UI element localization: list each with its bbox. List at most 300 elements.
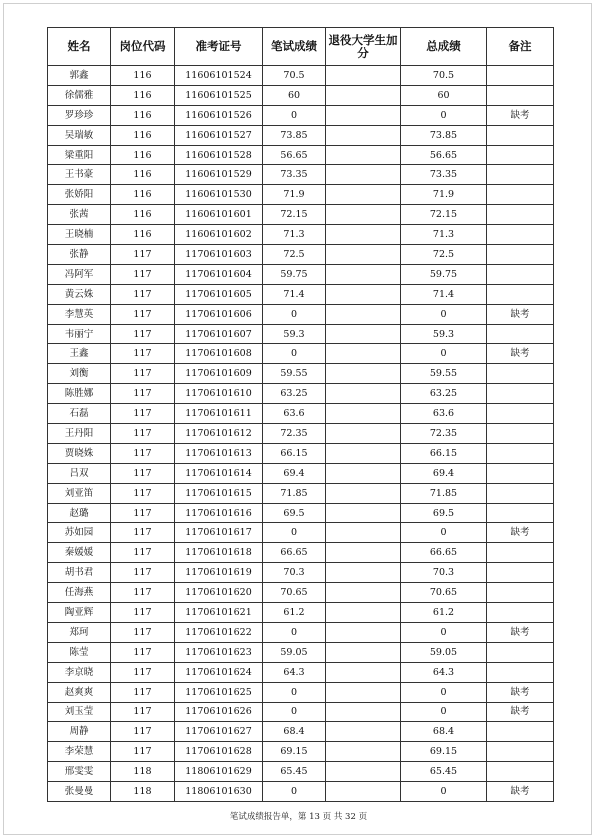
cell-exam-number: 11706101620: [175, 583, 263, 603]
cell-exam-number: 11606101528: [175, 145, 263, 165]
cell-position-code: 116: [111, 205, 175, 225]
cell-exam-number: 11706101619: [175, 563, 263, 583]
cell-name: 陶亚辉: [48, 603, 111, 623]
cell-position-code: 117: [111, 523, 175, 543]
cell-remarks: [487, 642, 554, 662]
cell-name: 苏如园: [48, 523, 111, 543]
cell-exam-number: 11606101525: [175, 85, 263, 105]
header-remarks: 备注: [487, 28, 554, 66]
table-row: [48, 404, 554, 424]
table-row: [48, 205, 554, 225]
cell-name: 秦媛媛: [48, 543, 111, 563]
table-row: [48, 384, 554, 404]
cell-position-code: 116: [111, 165, 175, 185]
cell-veteran-bonus: [326, 85, 401, 105]
cell-total-score: 0: [401, 523, 487, 543]
cell-remarks: [487, 762, 554, 782]
cell-exam-number: 11806101630: [175, 782, 263, 802]
cell-remarks: [487, 503, 554, 523]
cell-total-score: 69.5: [401, 503, 487, 523]
cell-exam-number: 11706101621: [175, 603, 263, 623]
table-header: [48, 28, 554, 66]
cell-remarks: [487, 543, 554, 563]
cell-remarks: 缺考: [487, 782, 554, 802]
cell-position-code: 117: [111, 384, 175, 404]
cell-total-score: 70.5: [401, 66, 487, 86]
cell-name: 石磊: [48, 404, 111, 424]
cell-remarks: [487, 722, 554, 742]
cell-remarks: [487, 324, 554, 344]
table-row: [48, 543, 554, 563]
cell-veteran-bonus: [326, 125, 401, 145]
cell-veteran-bonus: [326, 165, 401, 185]
cell-exam-number: 11706101624: [175, 662, 263, 682]
cell-name: 刘亚笛: [48, 483, 111, 503]
table-row: [48, 284, 554, 304]
cell-total-score: 70.65: [401, 583, 487, 603]
cell-written-score: 59.55: [263, 364, 326, 384]
cell-written-score: 0: [263, 622, 326, 642]
cell-veteran-bonus: [326, 483, 401, 503]
header-position-code: 岗位代码: [111, 28, 175, 66]
cell-position-code: 117: [111, 245, 175, 265]
cell-exam-number: 11606101530: [175, 185, 263, 205]
cell-name: 韦丽宁: [48, 324, 111, 344]
cell-total-score: 72.15: [401, 205, 487, 225]
table-row: [48, 225, 554, 245]
cell-veteran-bonus: [326, 66, 401, 86]
cell-exam-number: 11706101612: [175, 424, 263, 444]
header-name: 姓名: [48, 28, 111, 66]
cell-remarks: 缺考: [487, 702, 554, 722]
cell-exam-number: 11706101606: [175, 304, 263, 324]
cell-written-score: 70.5: [263, 66, 326, 86]
cell-exam-number: 11706101628: [175, 742, 263, 762]
cell-total-score: 59.75: [401, 264, 487, 284]
cell-written-score: 71.3: [263, 225, 326, 245]
cell-exam-number: 11706101609: [175, 364, 263, 384]
cell-total-score: 71.3: [401, 225, 487, 245]
cell-position-code: 117: [111, 284, 175, 304]
cell-written-score: 65.45: [263, 762, 326, 782]
cell-position-code: 118: [111, 782, 175, 802]
table-row: [48, 185, 554, 205]
cell-exam-number: 11606101526: [175, 105, 263, 125]
table-row: [48, 105, 554, 125]
cell-remarks: [487, 85, 554, 105]
cell-position-code: 117: [111, 264, 175, 284]
cell-written-score: 0: [263, 682, 326, 702]
cell-veteran-bonus: [326, 662, 401, 682]
cell-position-code: 117: [111, 563, 175, 583]
cell-total-score: 66.15: [401, 443, 487, 463]
cell-veteran-bonus: [326, 563, 401, 583]
cell-remarks: [487, 583, 554, 603]
cell-exam-number: 11706101607: [175, 324, 263, 344]
cell-veteran-bonus: [326, 762, 401, 782]
cell-exam-number: 11706101613: [175, 443, 263, 463]
table-row: [48, 304, 554, 324]
cell-total-score: 71.9: [401, 185, 487, 205]
cell-written-score: 0: [263, 523, 326, 543]
cell-position-code: 117: [111, 682, 175, 702]
cell-exam-number: 11706101604: [175, 264, 263, 284]
cell-veteran-bonus: [326, 702, 401, 722]
cell-veteran-bonus: [326, 324, 401, 344]
cell-written-score: 0: [263, 304, 326, 324]
cell-name: 赵爽爽: [48, 682, 111, 702]
cell-exam-number: 11606101602: [175, 225, 263, 245]
cell-written-score: 73.35: [263, 165, 326, 185]
cell-total-score: 71.85: [401, 483, 487, 503]
cell-written-score: 72.35: [263, 424, 326, 444]
cell-veteran-bonus: [326, 503, 401, 523]
cell-written-score: 60: [263, 85, 326, 105]
cell-veteran-bonus: [326, 742, 401, 762]
cell-position-code: 116: [111, 185, 175, 205]
cell-veteran-bonus: [326, 225, 401, 245]
cell-name: 刘衡: [48, 364, 111, 384]
cell-name: 胡书君: [48, 563, 111, 583]
table-row: [48, 145, 554, 165]
cell-total-score: 0: [401, 105, 487, 125]
table-row: [48, 483, 554, 503]
cell-remarks: [487, 264, 554, 284]
cell-remarks: [487, 205, 554, 225]
cell-remarks: [487, 424, 554, 444]
cell-exam-number: 11706101605: [175, 284, 263, 304]
cell-position-code: 117: [111, 583, 175, 603]
cell-written-score: 69.5: [263, 503, 326, 523]
table-row: [48, 85, 554, 105]
cell-veteran-bonus: [326, 424, 401, 444]
cell-remarks: [487, 742, 554, 762]
cell-written-score: 0: [263, 105, 326, 125]
cell-written-score: 73.85: [263, 125, 326, 145]
table-row: [48, 682, 554, 702]
cell-position-code: 117: [111, 483, 175, 503]
cell-name: 吴瑞敏: [48, 125, 111, 145]
cell-exam-number: 11706101608: [175, 344, 263, 364]
cell-position-code: 116: [111, 145, 175, 165]
cell-veteran-bonus: [326, 284, 401, 304]
table-row: [48, 245, 554, 265]
cell-name: 梁重阳: [48, 145, 111, 165]
cell-veteran-bonus: [326, 404, 401, 424]
cell-name: 王丹阳: [48, 424, 111, 444]
cell-exam-number: 11706101614: [175, 463, 263, 483]
cell-name: 王晓楠: [48, 225, 111, 245]
cell-remarks: [487, 563, 554, 583]
cell-total-score: 63.25: [401, 384, 487, 404]
cell-remarks: [487, 125, 554, 145]
cell-position-code: 117: [111, 404, 175, 424]
cell-remarks: 缺考: [487, 344, 554, 364]
header-veteran-bonus: 退役大学生加分: [326, 28, 401, 66]
table-row: [48, 324, 554, 344]
cell-exam-number: 11706101617: [175, 523, 263, 543]
cell-position-code: 116: [111, 125, 175, 145]
cell-name: 吕双: [48, 463, 111, 483]
cell-name: 邢雯雯: [48, 762, 111, 782]
page-footer: 笔试成绩报告单，第 13 页 共 32 页: [229, 812, 368, 822]
cell-total-score: 69.4: [401, 463, 487, 483]
cell-name: 李慧英: [48, 304, 111, 324]
cell-written-score: 59.05: [263, 642, 326, 662]
cell-position-code: 118: [111, 762, 175, 782]
cell-remarks: [487, 66, 554, 86]
cell-name: 李京晓: [48, 662, 111, 682]
cell-exam-number: 11606101524: [175, 66, 263, 86]
table-row: [48, 742, 554, 762]
cell-remarks: [487, 364, 554, 384]
cell-total-score: 68.4: [401, 722, 487, 742]
cell-remarks: [487, 603, 554, 623]
table-row: [48, 264, 554, 284]
cell-exam-number: 11706101611: [175, 404, 263, 424]
cell-veteran-bonus: [326, 364, 401, 384]
cell-total-score: 73.85: [401, 125, 487, 145]
cell-written-score: 0: [263, 344, 326, 364]
cell-total-score: 72.5: [401, 245, 487, 265]
cell-total-score: 69.15: [401, 742, 487, 762]
cell-position-code: 117: [111, 742, 175, 762]
cell-exam-number: 11806101629: [175, 762, 263, 782]
table-row: [48, 443, 554, 463]
cell-exam-number: 11706101622: [175, 622, 263, 642]
cell-total-score: 66.65: [401, 543, 487, 563]
cell-veteran-bonus: [326, 523, 401, 543]
table-row: [48, 125, 554, 145]
cell-written-score: 0: [263, 782, 326, 802]
table-body: [48, 66, 554, 802]
table-row: [48, 563, 554, 583]
cell-total-score: 59.3: [401, 324, 487, 344]
cell-exam-number: 11706101625: [175, 682, 263, 702]
cell-veteran-bonus: [326, 384, 401, 404]
cell-written-score: 69.15: [263, 742, 326, 762]
cell-remarks: [487, 145, 554, 165]
header-written-score: 笔试成绩: [263, 28, 326, 66]
cell-position-code: 117: [111, 543, 175, 563]
table-row: [48, 722, 554, 742]
cell-remarks: 缺考: [487, 523, 554, 543]
cell-veteran-bonus: [326, 205, 401, 225]
table-row: [48, 344, 554, 364]
cell-total-score: 0: [401, 782, 487, 802]
table-row: [48, 762, 554, 782]
header-exam-number: 准考证号: [175, 28, 263, 66]
cell-exam-number: 11606101527: [175, 125, 263, 145]
table-row: [48, 463, 554, 483]
cell-remarks: 缺考: [487, 304, 554, 324]
cell-veteran-bonus: [326, 264, 401, 284]
cell-total-score: 56.65: [401, 145, 487, 165]
cell-position-code: 117: [111, 603, 175, 623]
cell-total-score: 71.4: [401, 284, 487, 304]
cell-total-score: 0: [401, 682, 487, 702]
cell-written-score: 61.2: [263, 603, 326, 623]
cell-total-score: 65.45: [401, 762, 487, 782]
cell-written-score: 72.5: [263, 245, 326, 265]
cell-name: 陈莹: [48, 642, 111, 662]
cell-total-score: 73.35: [401, 165, 487, 185]
cell-name: 李荣慧: [48, 742, 111, 762]
cell-position-code: 117: [111, 443, 175, 463]
cell-veteran-bonus: [326, 722, 401, 742]
cell-exam-number: 11706101627: [175, 722, 263, 742]
table-row: [48, 782, 554, 802]
cell-total-score: 63.6: [401, 404, 487, 424]
cell-written-score: 71.85: [263, 483, 326, 503]
cell-veteran-bonus: [326, 245, 401, 265]
cell-name: 刘玉莹: [48, 702, 111, 722]
cell-exam-number: 11706101626: [175, 702, 263, 722]
cell-remarks: [487, 443, 554, 463]
cell-veteran-bonus: [326, 443, 401, 463]
cell-exam-number: 11706101610: [175, 384, 263, 404]
cell-veteran-bonus: [326, 304, 401, 324]
cell-name: 郭鑫: [48, 66, 111, 86]
cell-position-code: 117: [111, 642, 175, 662]
cell-veteran-bonus: [326, 642, 401, 662]
cell-veteran-bonus: [326, 344, 401, 364]
table-row: [48, 364, 554, 384]
header-row: [48, 28, 554, 66]
table-row: [48, 165, 554, 185]
cell-veteran-bonus: [326, 145, 401, 165]
table-row: [48, 702, 554, 722]
table-row: [48, 66, 554, 86]
cell-name: 黄云姝: [48, 284, 111, 304]
cell-position-code: 117: [111, 503, 175, 523]
cell-total-score: 0: [401, 622, 487, 642]
cell-name: 周静: [48, 722, 111, 742]
cell-remarks: [487, 284, 554, 304]
cell-remarks: 缺考: [487, 622, 554, 642]
cell-veteran-bonus: [326, 583, 401, 603]
cell-name: 罗珍珍: [48, 105, 111, 125]
cell-position-code: 117: [111, 702, 175, 722]
cell-veteran-bonus: [326, 105, 401, 125]
cell-remarks: [487, 384, 554, 404]
cell-written-score: 71.9: [263, 185, 326, 205]
cell-written-score: 59.75: [263, 264, 326, 284]
table-row: [48, 583, 554, 603]
cell-total-score: 60: [401, 85, 487, 105]
cell-remarks: 缺考: [487, 682, 554, 702]
cell-written-score: 63.6: [263, 404, 326, 424]
cell-total-score: 0: [401, 702, 487, 722]
cell-remarks: [487, 662, 554, 682]
cell-total-score: 61.2: [401, 603, 487, 623]
cell-name: 贾晓姝: [48, 443, 111, 463]
cell-exam-number: 11706101616: [175, 503, 263, 523]
cell-position-code: 117: [111, 622, 175, 642]
cell-position-code: 116: [111, 105, 175, 125]
cell-position-code: 117: [111, 304, 175, 324]
cell-remarks: [487, 404, 554, 424]
cell-veteran-bonus: [326, 543, 401, 563]
cell-position-code: 117: [111, 722, 175, 742]
cell-name: 徐儒雅: [48, 85, 111, 105]
cell-written-score: 0: [263, 702, 326, 722]
cell-written-score: 56.65: [263, 145, 326, 165]
cell-written-score: 69.4: [263, 463, 326, 483]
table-row: [48, 642, 554, 662]
cell-veteran-bonus: [326, 185, 401, 205]
table-row: [48, 662, 554, 682]
score-table: [47, 27, 554, 802]
table-row: [48, 622, 554, 642]
cell-remarks: [487, 185, 554, 205]
cell-veteran-bonus: [326, 782, 401, 802]
cell-name: 郑珂: [48, 622, 111, 642]
cell-name: 张曼曼: [48, 782, 111, 802]
cell-total-score: 0: [401, 344, 487, 364]
cell-name: 陈胜娜: [48, 384, 111, 404]
cell-position-code: 117: [111, 324, 175, 344]
cell-written-score: 70.3: [263, 563, 326, 583]
table-row: [48, 424, 554, 444]
cell-remarks: 缺考: [487, 105, 554, 125]
cell-written-score: 64.3: [263, 662, 326, 682]
cell-veteran-bonus: [326, 682, 401, 702]
cell-remarks: [487, 463, 554, 483]
cell-veteran-bonus: [326, 463, 401, 483]
header-total-score: 总成绩: [401, 28, 487, 66]
cell-total-score: 0: [401, 304, 487, 324]
table-row: [48, 503, 554, 523]
cell-written-score: 68.4: [263, 722, 326, 742]
cell-remarks: [487, 483, 554, 503]
cell-name: 任海燕: [48, 583, 111, 603]
cell-exam-number: 11706101623: [175, 642, 263, 662]
cell-written-score: 63.25: [263, 384, 326, 404]
cell-written-score: 70.65: [263, 583, 326, 603]
cell-total-score: 59.55: [401, 364, 487, 384]
cell-position-code: 117: [111, 463, 175, 483]
table-row: [48, 603, 554, 623]
cell-veteran-bonus: [326, 603, 401, 623]
cell-remarks: [487, 165, 554, 185]
cell-name: 赵璐: [48, 503, 111, 523]
cell-name: 冯阿军: [48, 264, 111, 284]
cell-name: 张静: [48, 245, 111, 265]
cell-exam-number: 11606101601: [175, 205, 263, 225]
cell-total-score: 59.05: [401, 642, 487, 662]
cell-remarks: [487, 225, 554, 245]
cell-position-code: 116: [111, 66, 175, 86]
cell-position-code: 116: [111, 225, 175, 245]
cell-total-score: 72.35: [401, 424, 487, 444]
cell-name: 王鑫: [48, 344, 111, 364]
cell-total-score: 64.3: [401, 662, 487, 682]
cell-veteran-bonus: [326, 622, 401, 642]
cell-position-code: 117: [111, 364, 175, 384]
table-row: [48, 523, 554, 543]
cell-position-code: 117: [111, 662, 175, 682]
cell-written-score: 66.15: [263, 443, 326, 463]
cell-written-score: 72.15: [263, 205, 326, 225]
cell-remarks: [487, 245, 554, 265]
cell-position-code: 117: [111, 344, 175, 364]
cell-total-score: 70.3: [401, 563, 487, 583]
cell-position-code: 116: [111, 85, 175, 105]
cell-written-score: 59.3: [263, 324, 326, 344]
cell-exam-number: 11706101618: [175, 543, 263, 563]
cell-written-score: 66.65: [263, 543, 326, 563]
